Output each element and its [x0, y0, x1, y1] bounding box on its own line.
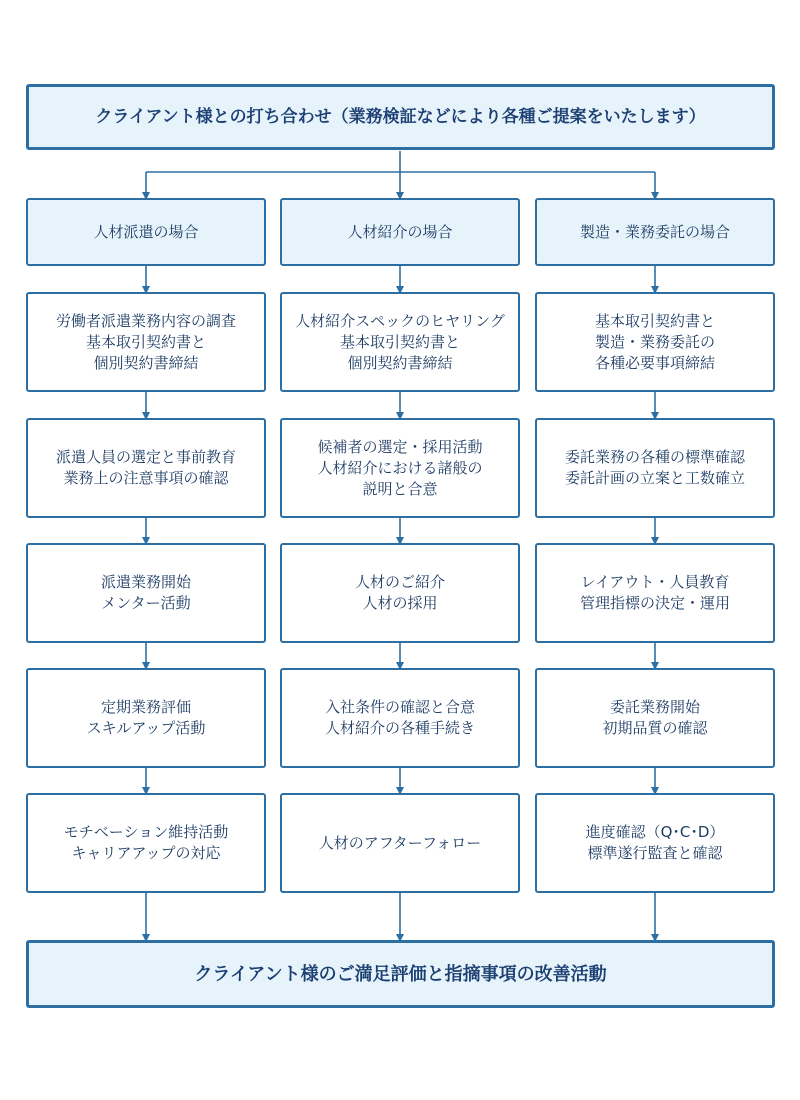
step-box-outsourcing-5: 進度確認（Q･C･D） 標準遂行監査と確認 — [535, 793, 775, 893]
step-box-placement-4: 入社条件の確認と合意 人材紹介の各種手続き — [280, 668, 520, 768]
column-header-dispatch: 人材派遣の場合 — [26, 198, 266, 266]
step-box-outsourcing-4: 委託業務開始 初期品質の確認 — [535, 668, 775, 768]
column-header-placement: 人材紹介の場合 — [280, 198, 520, 266]
step-box-placement-3: 人材のご紹介 人材の採用 — [280, 543, 520, 643]
step-box-placement-1: 人材紹介スペックのヒヤリング 基本取引契約書と 個別契約書締結 — [280, 292, 520, 392]
step-box-outsourcing-1: 基本取引契約書と 製造・業務委託の 各種必要事項締結 — [535, 292, 775, 392]
step-box-dispatch-4: 定期業務評価 スキルアップ活動 — [26, 668, 266, 768]
column-header-outsourcing: 製造・業務委託の場合 — [535, 198, 775, 266]
step-box-dispatch-5: モチベーション維持活動 キャリアアップの対応 — [26, 793, 266, 893]
step-box-outsourcing-3: レイアウト・人員教育 管理指標の決定・運用 — [535, 543, 775, 643]
step-box-placement-2: 候補者の選定・採用活動 人材紹介における諸般の 説明と合意 — [280, 418, 520, 518]
step-box-placement-5: 人材のアフターフォロー — [280, 793, 520, 893]
bottom-evaluation-box: クライアント様のご満足評価と指摘事項の改善活動 — [26, 940, 775, 1008]
step-box-outsourcing-2: 委託業務の各種の標準確認 委託計画の立案と工数確立 — [535, 418, 775, 518]
step-box-dispatch-2: 派遣人員の選定と事前教育 業務上の注意事項の確認 — [26, 418, 266, 518]
step-box-dispatch-3: 派遣業務開始 メンター活動 — [26, 543, 266, 643]
step-box-dispatch-1: 労働者派遣業務内容の調査 基本取引契約書と 個別契約書締結 — [26, 292, 266, 392]
top-meeting-box: クライアント様との打ち合わせ（業務検証などにより各種ご提案をいたします） — [26, 84, 775, 150]
